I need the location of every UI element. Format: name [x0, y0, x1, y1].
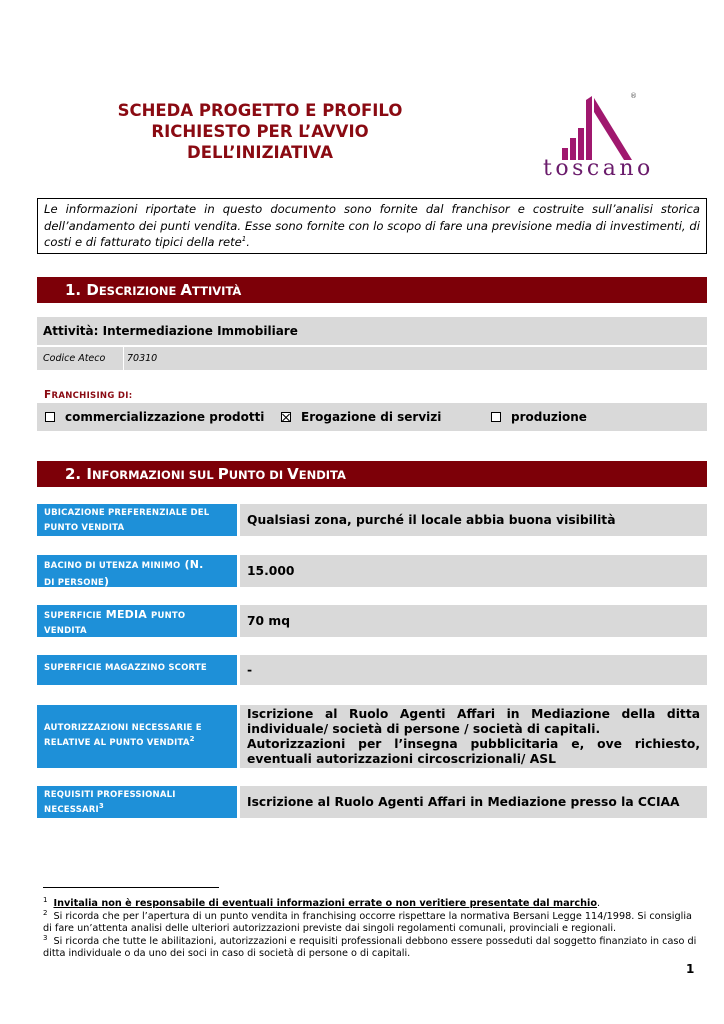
footnote-2: $^2$ Si ricorda che per l’apertura di un punto vendita in franchising occorre rispettare la normativa Bersani Legge 114/1998. Si consiglia di fare un’attenta analisi delle ulteriori autorizzazioni previste dai singoli regolamenti comunali, provinciali e regionali.: [43, 909, 692, 935]
page-number: 1: [686, 962, 695, 976]
logo-text: toscano: [543, 156, 654, 181]
label-bacino-utenza: BACINO DI UTENZA MINIMO (N. DI PERSONE): [37, 555, 237, 587]
option-produzione[interactable]: produzione: [491, 403, 587, 431]
activity-row: [37, 317, 707, 345]
ateco-value: 70310: [127, 353, 158, 364]
footnote-divider: [43, 887, 219, 888]
checkbox-unchecked-icon[interactable]: [491, 412, 501, 422]
option-erogazione-servizi[interactable]: Erogazione di servizi: [281, 403, 441, 431]
label-superficie-magazzino: SUPERFICIE MAGAZZINO SCORTE: [37, 655, 237, 685]
label-superficie-media: SUPERFICIE MEDIA PUNTO VENDITA: [37, 605, 237, 637]
page-title: SCHEDA PROGETTO E PROFILO RICHIESTO PER L’AVVIO DELL’INIZIATIVA: [117, 101, 403, 162]
value-requisiti: Iscrizione al Ruolo Agenti Affari in Mediazione presso la CCIAA: [240, 786, 707, 818]
checkbox-checked-icon[interactable]: [281, 412, 291, 422]
value-superficie-media: 70 mq: [240, 605, 707, 637]
value-bacino-utenza: 15.000: [240, 555, 707, 587]
value-autorizzazioni: Iscrizione al Ruolo Agenti Affari in Mediazione della ditta individuale/ società di persone / società di capitali. Autorizzazioni per l’insegna pubblicitaria e, ove richiesto, eventuali autorizzazioni circoscrizionali/ ASL: [240, 705, 707, 768]
ateco-label: Codice Ateco: [43, 353, 106, 364]
option-commercializzazione[interactable]: commercializzazione prodotti: [45, 403, 264, 431]
intro-text: Le informazioni riportate in questo documento sono fornite dal franchisor e costruite sull’analisi storica dell’andamento dei punti vendita. Esse sono fornite con lo scopo di fare una previsione media di investimenti, di costi e di fatturato tipici della rete: [44, 202, 700, 249]
value-superficie-magazzino: -: [240, 655, 707, 685]
section-1-header: 1. DESCRIZIONE ATTIVITÀ: [37, 277, 707, 303]
ateco-divider: [123, 347, 124, 370]
value-ubicazione: Qualsiasi zona, purché il locale abbia buona visibilità: [240, 504, 707, 536]
registered-mark: ®: [630, 92, 637, 100]
checkbox-unchecked-icon[interactable]: [45, 412, 55, 422]
label-ubicazione: UBICAZIONE PREFERENZIALE DEL PUNTO VENDITA: [37, 504, 237, 536]
activity-label: Attività: Intermediazione Immobiliare: [43, 324, 298, 338]
footnote-3: $^3$ Si ricorda che tutte le abilitazioni, autorizzazioni e requisiti professionali debbono essere posseduti dal soggetto finanziato in caso di ditta individuale o da uno dei soci in caso di società di persone o di capitali.: [43, 934, 697, 960]
footnote-ref-1: 1: [241, 235, 247, 244]
section-2-header: 2. INFORMAZIONI SUL PUNTO DI VENDITA: [37, 461, 707, 487]
ateco-row: [37, 347, 707, 370]
intro-box: Le informazioni riportate in questo documento sono fornite dal franchisor e costruite sull’analisi storica dell’andamento dei punti vendita. Esse sono fornite con lo scopo di fare una previsione media di investimenti, di costi e di fatturato tipici della rete$^1$.: [37, 198, 707, 254]
label-requisiti: REQUISITI PROFESSIONALI NECESSARI$^3$: [37, 786, 237, 818]
footnote-1: $^1$ Invitalia non è responsabile di eventuali informazioni errate o non veritiere presentate dal marchio.: [43, 896, 601, 910]
franchising-label: FRANCHISING DI:: [44, 389, 133, 401]
label-autorizzazioni: AUTORIZZAZIONI NECESSARIE E RELATIVE AL PUNTO VENDITA$^2$: [37, 705, 237, 768]
franchising-options-row: [37, 403, 707, 431]
